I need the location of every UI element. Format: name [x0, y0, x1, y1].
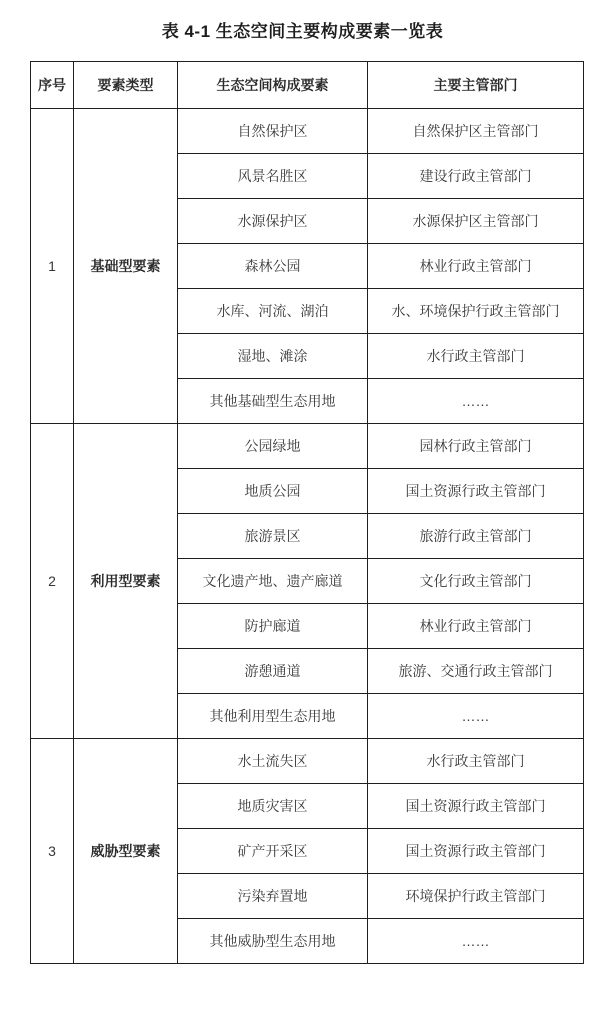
cell-department: 林业行政主管部门 [368, 244, 584, 289]
cell-department: 水行政主管部门 [368, 739, 584, 784]
column-header-element-type: 要素类型 [74, 62, 178, 109]
ecological-elements-table [30, 61, 584, 964]
table-header [31, 62, 584, 109]
cell-constituent-element: 水库、河流、湖泊 [178, 289, 368, 334]
cell-constituent-element: 地质灾害区 [178, 784, 368, 829]
cell-element-type: 利用型要素 [74, 424, 178, 739]
table-row [31, 424, 584, 469]
table-row [31, 109, 584, 154]
column-header-constituent-element: 生态空间构成要素 [178, 62, 368, 109]
cell-constituent-element: 自然保护区 [178, 109, 368, 154]
table-row [31, 739, 584, 784]
cell-constituent-element: 文化遗产地、遗产廊道 [178, 559, 368, 604]
cell-constituent-element: 其他威胁型生态用地 [178, 919, 368, 964]
header-row [31, 62, 584, 109]
cell-department: 国土资源行政主管部门 [368, 829, 584, 874]
cell-department: …… [368, 694, 584, 739]
cell-department: 旅游、交通行政主管部门 [368, 649, 584, 694]
cell-constituent-element: 森林公园 [178, 244, 368, 289]
cell-constituent-element: 其他利用型生态用地 [178, 694, 368, 739]
cell-department: 水行政主管部门 [368, 334, 584, 379]
cell-department: 水、环境保护行政主管部门 [368, 289, 584, 334]
cell-department: 建设行政主管部门 [368, 154, 584, 199]
cell-department: 文化行政主管部门 [368, 559, 584, 604]
cell-element-type: 基础型要素 [74, 109, 178, 424]
cell-element-type: 威胁型要素 [74, 739, 178, 964]
cell-constituent-element: 游憩通道 [178, 649, 368, 694]
table-body [31, 109, 584, 964]
cell-constituent-element: 矿产开采区 [178, 829, 368, 874]
cell-department: 园林行政主管部门 [368, 424, 584, 469]
cell-department: 水源保护区主管部门 [368, 199, 584, 244]
cell-constituent-element: 旅游景区 [178, 514, 368, 559]
cell-constituent-element: 其他基础型生态用地 [178, 379, 368, 424]
cell-department: 环境保护行政主管部门 [368, 874, 584, 919]
cell-constituent-element: 污染弃置地 [178, 874, 368, 919]
cell-department: 自然保护区主管部门 [368, 109, 584, 154]
page-title: 表 4-1 生态空间主要构成要素一览表 [161, 22, 444, 41]
cell-constituent-element: 风景名胜区 [178, 154, 368, 199]
cell-constituent-element: 水源保护区 [178, 199, 368, 244]
cell-constituent-element: 地质公园 [178, 469, 368, 514]
cell-section-index: 1 [31, 109, 74, 424]
cell-department: 国土资源行政主管部门 [368, 784, 584, 829]
cell-section-index: 3 [31, 739, 74, 964]
cell-constituent-element: 公园绿地 [178, 424, 368, 469]
cell-constituent-element: 湿地、滩涂 [178, 334, 368, 379]
cell-department: …… [368, 919, 584, 964]
cell-department: …… [368, 379, 584, 424]
cell-department: 林业行政主管部门 [368, 604, 584, 649]
cell-constituent-element: 防护廊道 [178, 604, 368, 649]
cell-constituent-element: 水土流失区 [178, 739, 368, 784]
column-header-department: 主要主管部门 [368, 62, 584, 109]
cell-department: 旅游行政主管部门 [368, 514, 584, 559]
cell-section-index: 2 [31, 424, 74, 739]
column-header-index: 序号 [31, 62, 74, 109]
cell-department: 国土资源行政主管部门 [368, 469, 584, 514]
